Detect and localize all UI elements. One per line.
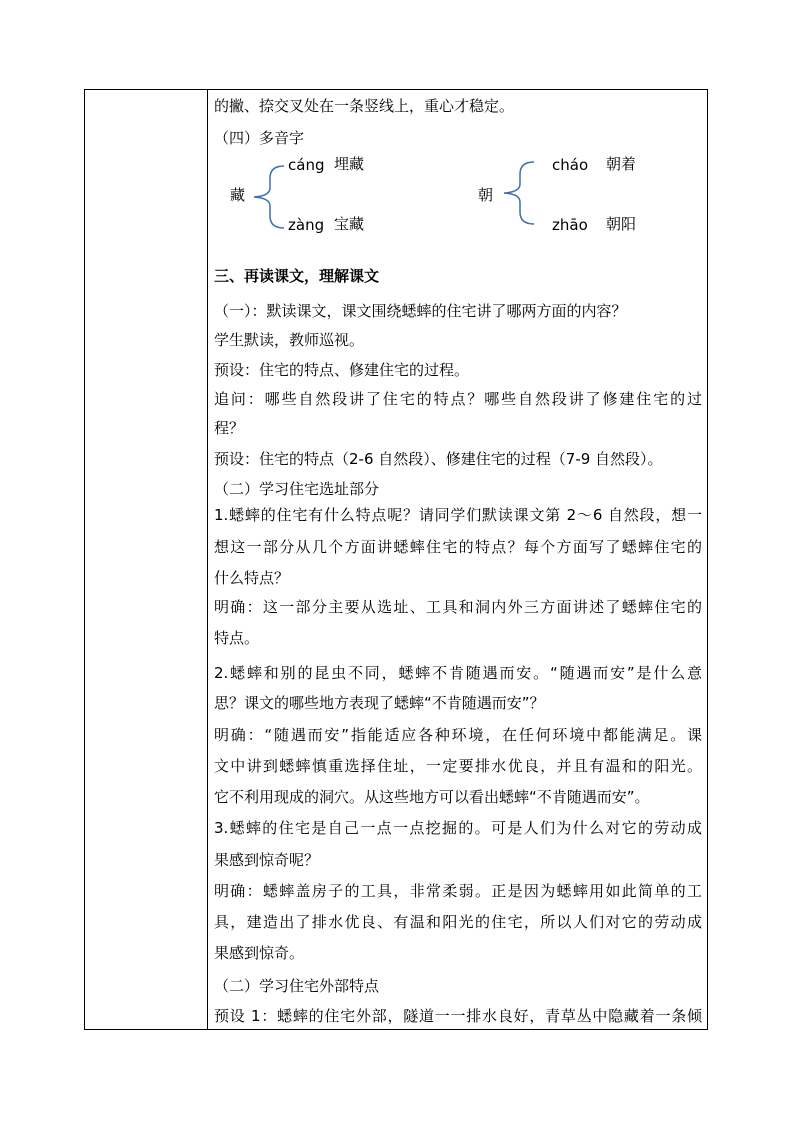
pinyin: zàng [288, 216, 325, 234]
text-line: 思？课文的哪些地方表现了蟋蟀“不肯随遇而安”？ [214, 694, 545, 712]
word: 埋藏 [334, 155, 365, 173]
subsection-heading: （二）学习住宅选址部分 [214, 480, 380, 498]
text-line: 特点。 [214, 629, 260, 647]
word: 朝阳 [606, 215, 637, 233]
text-line: 预设 1：蟋蟀的住宅外部，隧道一一排水良好，青草丛中隐藏着一条倾 [214, 1007, 702, 1025]
text-line: 果感到惊奇呢？ [214, 851, 320, 869]
text-line: 预设：住宅的特点、修建住宅的过程。 [214, 361, 470, 379]
text-line: 什么特点？ [214, 569, 290, 587]
subsection-heading: （二）学习住宅外部特点 [214, 977, 380, 995]
text-line: 明确：“随遇而安”指能适应各种环境，在任何环境中都能满足。课 [214, 726, 702, 744]
section-heading-polyphone: （四）多音字 [214, 129, 305, 147]
pinyin: zhāo [552, 216, 588, 234]
text-line: 明确：这一部分主要从选址、工具和洞内外三方面讲述了蟋蟀住宅的 [214, 598, 702, 616]
text-line: 具，建造出了排水优良、有温和阳光的住宅，所以人们对它的劳动成 [214, 913, 702, 931]
text-line: （一）：默读课文，课文围绕蟋蟀的住宅讲了哪两方面的内容？ [214, 302, 627, 320]
pinyin: cháo [552, 156, 589, 174]
text-line: 明确：蟋蟀盖房子的工具，非常柔弱。正是因为蟋蟀用如此简单的工 [214, 882, 702, 900]
text-line: 它不利用现成的洞穴。从这些地方可以看出蟋蟀“不肯随遇而安”。 [214, 788, 650, 806]
brace-icon [496, 160, 536, 226]
text-line: 3.蟋蟀的住宅是自己一点一点挖掘的。可是人们为什么对它的劳动成 [214, 819, 702, 837]
text-line: 预设：住宅的特点（2-6 自然段）、修建住宅的过程（7-9 自然段）。 [214, 450, 663, 468]
polyphone-char: 朝 [478, 186, 494, 204]
text-line: 1.蟋蟀的住宅有什么特点呢？请同学们默读课文第 2～6 自然段，想一 [214, 506, 702, 524]
word: 宝藏 [334, 215, 365, 233]
word: 朝着 [606, 155, 637, 173]
text-line: 2.蟋蟀和别的昆虫不同，蟋蟀不肯随遇而安。“随遇而安”是什么意 [214, 664, 702, 682]
text-line: 果感到惊奇。 [214, 944, 305, 962]
pinyin: cáng [288, 156, 325, 174]
text-line: 追问：哪些自然段讲了住宅的特点？哪些自然段讲了修建住宅的过 [214, 390, 702, 408]
text-line: 学生默读，教师巡视。 [214, 331, 365, 349]
polyphone-char: 藏 [230, 186, 246, 204]
text-line: 的撇、捺交叉处在一条竖线上，重心才稳定。 [214, 97, 515, 115]
text-line: 想这一部分从几个方面讲蟋蟀住宅的特点？每个方面写了蟋蟀住宅的 [214, 538, 702, 556]
text-line: 程？ [214, 419, 245, 437]
text-line: 文中讲到蟋蟀慎重选择住址，一定要排水优良，并且有温和的阳光。 [214, 757, 702, 775]
brace-icon [248, 164, 286, 230]
section-heading: 三、再读课文，理解课文 [214, 267, 380, 285]
column-divider [207, 90, 208, 1029]
